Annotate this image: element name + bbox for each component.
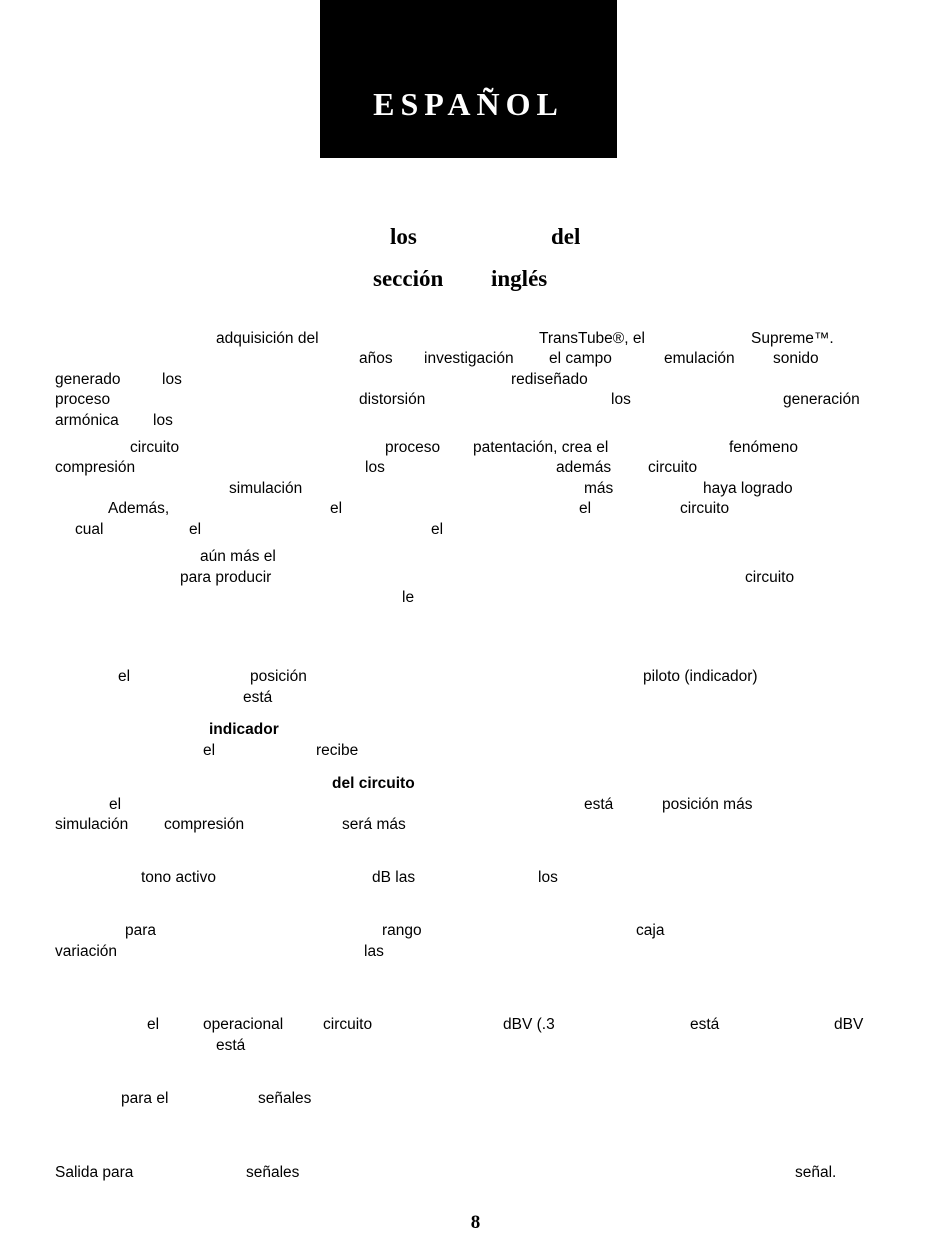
text-fragment: dB las	[372, 869, 416, 886]
page-number: 8	[470, 1212, 481, 1233]
text-fragment: el	[147, 1016, 160, 1033]
text-fragment: piloto (indicador)	[643, 668, 758, 685]
text-fragment: el campo	[549, 350, 612, 367]
text-fragment: posición	[250, 668, 307, 685]
text-fragment: patentación, crea el	[473, 439, 609, 456]
text-fragment: emulación	[664, 350, 735, 367]
text-fragment: fenómeno	[729, 439, 798, 456]
text-fragment: compresión	[164, 816, 245, 833]
text-fragment: generado	[55, 371, 121, 388]
text-fragment: el	[109, 796, 122, 813]
text-fragment: distorsión	[359, 391, 426, 408]
heading-word: inglés	[491, 266, 548, 291]
text-fragment: circuito	[680, 500, 730, 517]
text-fragment: los	[538, 869, 558, 886]
text-fragment: circuito	[745, 569, 795, 586]
text-fragment: Salida para	[55, 1164, 134, 1181]
text-fragment: el	[118, 668, 131, 685]
text-fragment: simulación	[55, 816, 129, 833]
text-fragment: para el	[121, 1090, 169, 1107]
text-fragment: para	[125, 922, 157, 939]
text-fragment: posición más	[662, 796, 753, 813]
text-fragment: el	[579, 500, 592, 517]
text-fragment: rango	[382, 922, 422, 939]
text-fragment: las	[364, 943, 384, 960]
text-fragment: está	[584, 796, 614, 813]
text-fragment: el	[431, 521, 444, 538]
text-fragment: armónica	[55, 412, 119, 429]
text-fragment: está	[690, 1016, 720, 1033]
text-fragment: para producir	[180, 569, 272, 586]
text-fragment: aún más el	[200, 548, 276, 565]
text-fragment: los	[153, 412, 173, 429]
heading-word: los	[390, 224, 417, 249]
text-fragment: el	[203, 742, 216, 759]
text-fragment: está	[216, 1037, 246, 1054]
text-fragment: recibe	[316, 742, 359, 759]
heading-word: del	[551, 224, 581, 249]
text-fragment: el	[189, 521, 202, 538]
language-banner	[320, 0, 617, 158]
text-fragment: Además,	[108, 500, 170, 517]
text-fragment: señales	[246, 1164, 300, 1181]
text-fragment: proceso	[55, 391, 111, 408]
text-fragment: será más	[342, 816, 406, 833]
text-fragment: tono activo	[141, 869, 216, 886]
text-fragment: más	[584, 480, 614, 497]
text-fragment: caja	[636, 922, 665, 939]
text-fragment: rediseñado	[511, 371, 588, 388]
text-fragment: dBV	[834, 1016, 864, 1033]
banner-title: ESPAÑOL	[373, 86, 564, 122]
text-fragment: haya logrado	[703, 480, 793, 497]
text-fragment: indicador	[209, 721, 279, 738]
text-fragment: Supreme™.	[751, 330, 834, 347]
text-fragment: le	[402, 589, 415, 606]
text-fragment: años	[359, 350, 393, 367]
text-fragment: los	[611, 391, 631, 408]
text-fragment: señales	[258, 1090, 312, 1107]
text-fragment: dBV (.3	[503, 1016, 555, 1033]
text-fragment: del circuito	[332, 775, 415, 792]
text-fragment: el	[330, 500, 343, 517]
text-fragment: generación	[783, 391, 860, 408]
heading-word: sección	[373, 266, 444, 291]
text-fragment: operacional	[203, 1016, 284, 1033]
text-fragment: los	[162, 371, 182, 388]
text-fragment: investigación	[424, 350, 514, 367]
text-fragment: proceso	[385, 439, 441, 456]
text-fragment: TransTube®, el	[539, 330, 645, 347]
text-fragment: señal.	[795, 1164, 837, 1181]
text-fragment: adquisición del	[216, 330, 319, 347]
text-fragment: variación	[55, 943, 118, 960]
text-fragment: los	[365, 459, 385, 476]
text-fragment: cual	[75, 521, 104, 538]
text-fragment: está	[243, 689, 273, 706]
text-fragment: compresión	[55, 459, 136, 476]
text-fragment: circuito	[130, 439, 180, 456]
text-fragment: circuito	[648, 459, 698, 476]
text-fragment: simulación	[229, 480, 303, 497]
text-fragment: además	[556, 459, 612, 476]
text-fragment: circuito	[323, 1016, 373, 1033]
text-fragment: sonido	[773, 350, 819, 367]
